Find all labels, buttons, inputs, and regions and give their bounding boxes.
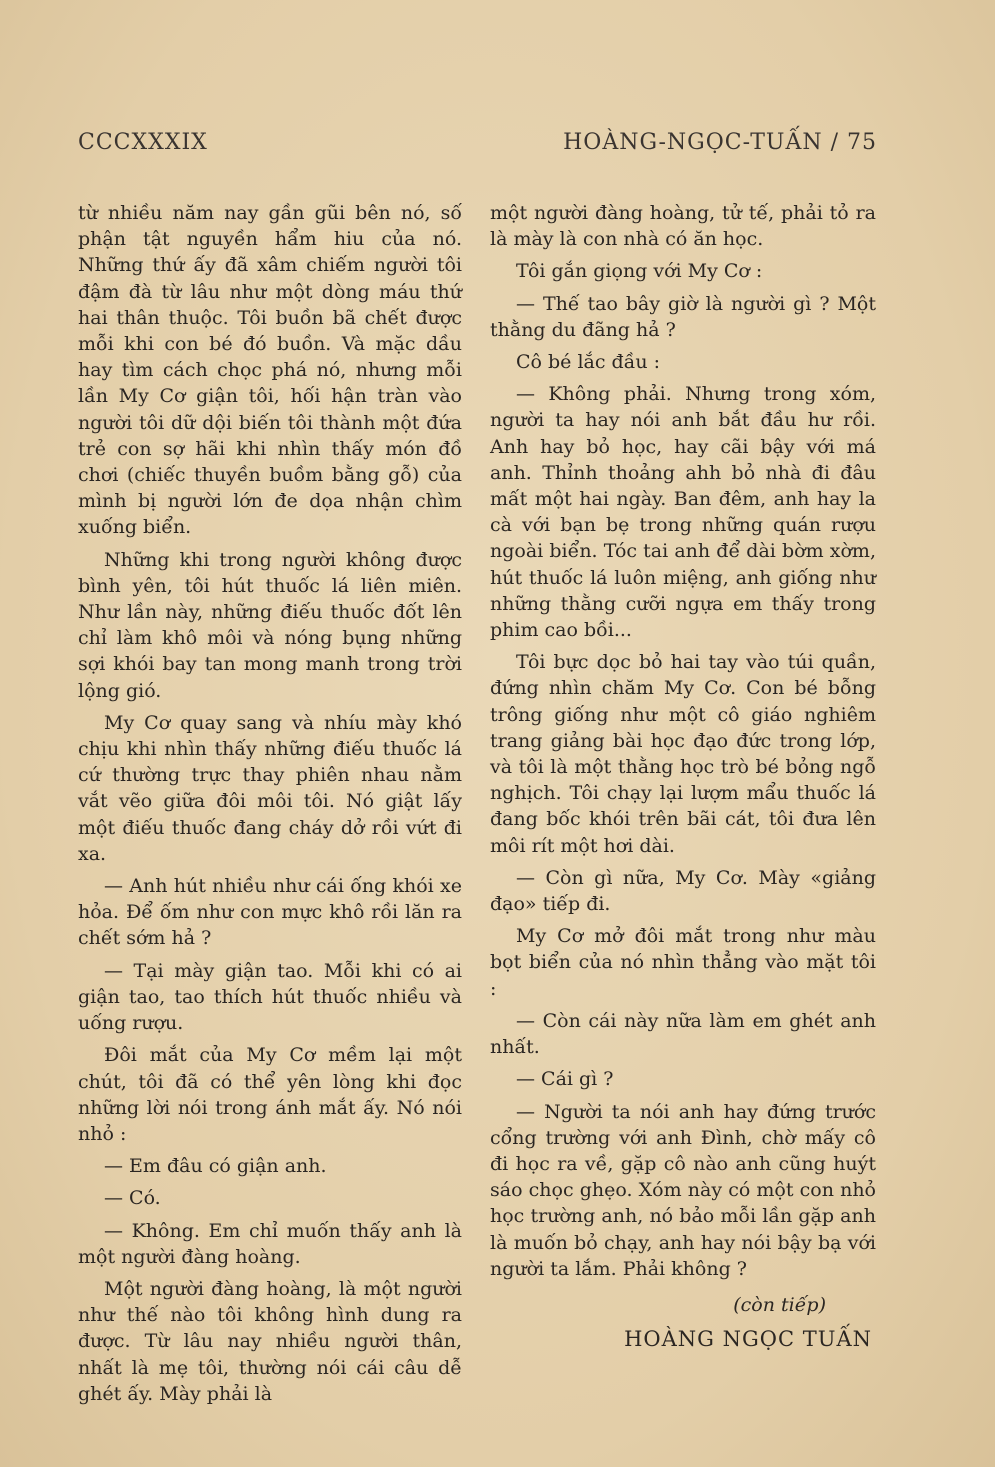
author-signature: HOÀNG NGỌC TUẤN [624, 1327, 872, 1352]
paragraph: — Em đâu có giận anh. [104, 1155, 327, 1178]
paragraph: — Anh hút nhiều như cái ống khói xe hỏa. Để ốm như con mực khô rồi lăn ra chết sớm hả ? [78, 875, 462, 950]
right-column [490, 200, 876, 1352]
issue-number: CCCXXXIX [78, 130, 208, 155]
paragraph: Tôi bực dọc bỏ hai tay vào túi quần, đứng nhìn chăm My Cơ. Con bé bỗng trông giống như một cô giáo nghiêm trang giảng bài học đạo đức trong lớp, và tôi là một thằng học trò bé bỏng ngỗ nghịch. Tôi chạy lại lượm mẩu thuốc lá đang bốc khói trên bãi cát, tôi đưa lên môi rít một hơi dài. [490, 651, 876, 857]
paragraph: từ nhiều năm nay gần gũi bên nó, số phận tật nguyền hẩm hiu của nó. Những thứ ấy đã xâm chiếm người tôi đậm đà từ lâu như một dòng máu thứ hai thân thuộc. Tôi buồn bã chết được mỗi khi con bé đó buồn. Và mặc dầu hay tìm cách chọc phá nó, nhưng mỗi lần My Cơ giận tôi, hối hận tràn vào người tôi dữ dội biến tôi thành một đứa trẻ con sợ hãi khi nhìn thấy món đồ chơi (chiếc thuyền buồm bằng gỗ) của mình bị người lớn đe dọa nhận chìm xuống biển. [78, 202, 462, 539]
paragraph: — Có. [104, 1187, 161, 1210]
paragraph: Một người đàng hoàng, là một người như thế nào tôi không hình dung ra được. Từ lâu nay nhiều người thân, nhất là mẹ tôi, thường nói cái câu dễ ghét ấy. Mày phải là [78, 1277, 462, 1405]
paragraph: — Không. Em chỉ muốn thấy anh là một người đàng hoàng. [78, 1219, 462, 1268]
paragraph: Đôi mắt của My Cơ mềm lại một chút, tôi đã có thể yên lòng khi đọc những lời nói trong ánh mắt ấy. Nó nói nhỏ : [78, 1044, 462, 1145]
paragraph: My Cơ quay sang và nhíu mày khó chịu khi nhìn thấy những điếu thuốc lá cứ thường trực thay phiên nhau nằm vắt vẽo giữa đôi môi tôi. Nó giật lấy một điếu thuốc đang cháy dở rồi vứt đi xa. [78, 711, 462, 865]
paragraph: — Thế tao bây giờ là người gì ? Một thằng du đãng hả ? [490, 292, 876, 341]
paragraph: — Còn gì nữa, My Cơ. Mày «giảng đạo» tiếp đi. [490, 866, 876, 916]
paragraph: — Tại mày giận tao. Mỗi khi có ai giận tao, tao thích hút thuốc nhiều và uống rượu. [78, 959, 462, 1035]
left-column [78, 200, 462, 1413]
page-header [78, 130, 877, 160]
paragraph: — Cái gì ? [516, 1068, 614, 1091]
paragraph: — Người ta nói anh hay đứng trước cổng trường với anh Đình, chờ mấy cô đi học ra về, gặp cô nào anh cũng huýt sáo chọc ghẹo. Xóm này có một con nhỏ học trường anh, nó bảo mỗi lần gặp anh là muốn bỏ chạy, anh hay nói bậy bạ với người ta lắm. Phải không ? [490, 1100, 876, 1280]
paragraph: một người đàng hoàng, tử tế, phải tỏ ra là mày là con nhà có ăn học. [490, 202, 876, 251]
paragraph: My Cơ mở đôi mắt trong như màu bọt biển của nó nhìn thẳng vào mặt tôi : [490, 925, 876, 1000]
author-page-number: HOÀNG-NGỌC-TUẤN / 75 [563, 130, 877, 155]
paragraph: Tôi gắn giọng với My Cơ : [516, 260, 763, 283]
paragraph: — Còn cái này nữa làm em ghét anh nhất. [490, 1009, 876, 1059]
paragraph: — Không phải. Nhưng trong xóm, người ta hay nói anh bắt đầu hư rồi. Anh hay bỏ học, hay cãi bậy với má anh. Thỉnh thoảng ahh bỏ nhà đi đâu mất một hai ngày. Ban đêm, anh hay la cà với bạn bẹ trong những quán rượu ngoài biển. Tóc tai anh để dài bờm xờm, hút thuốc lá luôn miệng, anh giống như những thằng cưỡi ngựa em thấy trong phim cao bồi... [490, 383, 876, 642]
paragraph: Cô bé lắc đầu : [516, 351, 661, 374]
paragraph: Những khi trong người không được bình yên, tôi hút thuốc lá liên miên. Như lần này, những điếu thuốc đốt lên chỉ làm khô môi và nóng bụng những sợi khói bay tan mong manh trong trời lộng gió. [78, 548, 462, 702]
to-be-continued: (còn tiếp) [733, 1293, 826, 1316]
